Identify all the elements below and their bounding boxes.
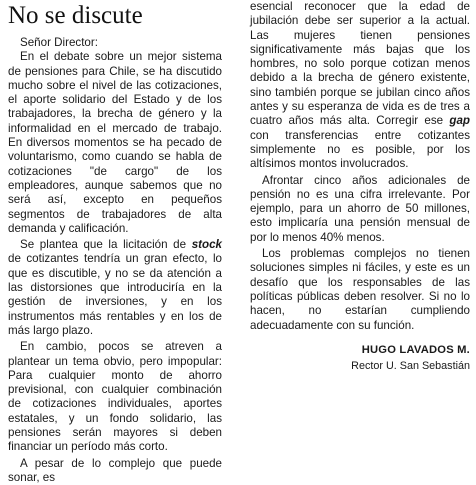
paragraph (250, 174, 470, 245)
left-column (8, 0, 222, 485)
paragraph (8, 457, 222, 485)
article-title: No se discute (8, 2, 143, 29)
paragraph-text: de cotizantes tendría un gran efecto, lo que es discutible, y no se da atención a las distorsiones que introduciría en la gestión de inversiones, y en los instrumentos más rentables y en los de más largo plazo. (8, 252, 222, 337)
paragraph-text: con transferencias entre cotizantes simplemente no es posible, por los altísimos montos involucrados. (250, 128, 470, 171)
paragraph (250, 247, 470, 333)
author-name: HUGO LAVADOS M. (361, 343, 470, 356)
paragraph-text: Se plantea que la licitación de (20, 238, 192, 252)
paragraph (8, 50, 222, 236)
paragraph (8, 238, 222, 338)
italic-term: gap (449, 114, 470, 128)
paragraph (250, 0, 470, 172)
paragraph-text: En el debate sobre un mejor sistema de pensiones para Chile, se ha discutido mucho sobre el nivel de las cotizaciones, el aporte solidario del Estado y de los trabajadores, la brecha de género y la informalidad en el mercado de trabajo. En diversos momentos se ha pecado de voluntarismo, como cuando se habla de cotizaciones "de cargo" de los empleadores, aunque sabemos que no será así, excepto en pequeños segmentos de trabajadores de alta demanda y calificación. (8, 50, 222, 235)
paragraph-text: Los problemas complejos no tienen soluciones simples ni fáciles, y este es un desafío que los responsables de las políticas públicas deben resolver. Si no lo hacen, no estarían cumpliendo adecuadamente con su función. (250, 247, 470, 332)
paragraph-text: Afrontar cinco años adicionales de pensión no es una cifra irrelevante. Por ejemplo, para un ahorro de 50 millones, esto implicaría una pensión mensual de por lo menos 40% menos. (250, 173, 470, 244)
author-affiliation: Rector U. San Sebastián (351, 360, 470, 373)
paragraph-text: esencial reconocer que la edad de jubilación debe ser superior a la actual. Las mujeres tienen pensiones significativamente más bajas que los hombres, no solo porque cotizan menos debido a la brecha de género existente, sino también porque se jubilan cinco años antes y su esperanza de vida es de tres a cuatro años más alta. Corregir ese (250, 0, 470, 128)
paragraph (8, 340, 222, 454)
paragraph-text: A pesar de lo complejo que puede sonar, es (8, 456, 222, 484)
salutation: Señor Director: (20, 36, 98, 49)
paragraph-text: En cambio, pocos se atreven a plantear un tema obvio, pero impopular: Para cualquier monto de ahorro previsional, con cualquier combinación de cotizaciones individuales, aportes estatales, y un fondo solidario, las pensiones serán mayores si deben financiar un período más corto. (8, 340, 222, 454)
right-column (250, 0, 470, 373)
italic-term: stock (191, 238, 222, 252)
